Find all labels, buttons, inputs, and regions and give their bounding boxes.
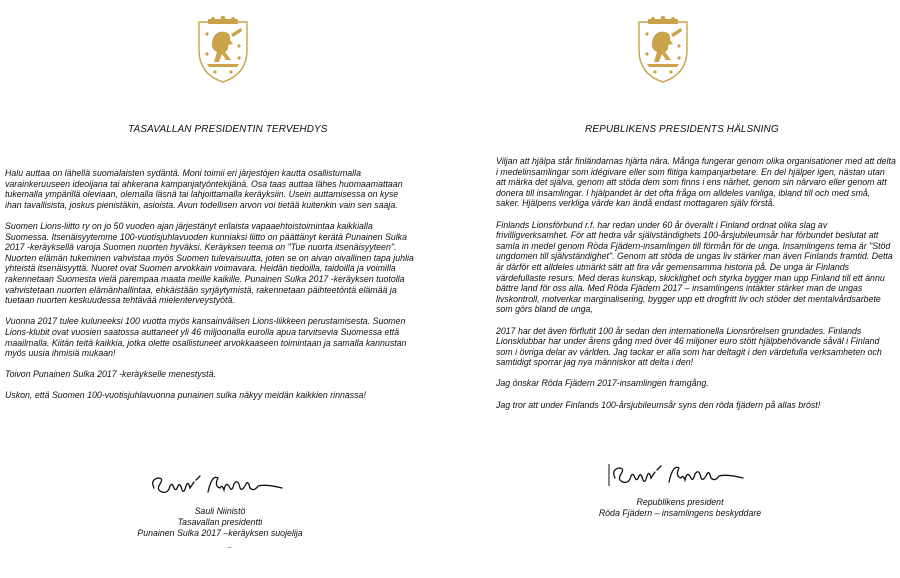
paragraph: Suomen Lions-liitto ry on jo 50 vuoden ajan järjestänyt erilaista vapaaehtoistoimintaa kaikkialla Suomessa. Itsenäisyytemme 100-vuotisjuhlavuoden kunniaksi liitto on päättänyt kerätä Punainen Sulka 2017 -keräyksellä varoja Suomen nuorten hyväksi. Keräyksen teema on "Tue nuorta itsenäisyyteen". Nuorten elämän tukeminen vahvistaa myös Suomen tulevaisuutta, joten se on aivan oivallinen tapa juhlia yhteistä itsenäisyyttä. Nuoret ovat Suomen arvokkain voimavara. Heidän tiedoilla, taidoilla ja voimilla rakennetaan Suomesta vielä parempaa maata meille kaikille. Punainen Sulka 2017 -keräyksen tuotolla vahvistetaan nuorten elämänhallintaa, ehkäistään syrjäytymistä, rakennetaan päihteetöntä elämää ja tuetaan nuorten keskuudessa tehtävää mielenterveystyötä.	[5, 220, 414, 306]
signer-name: Sauli Niinistö	[194, 506, 246, 516]
signer-title: Republikens president	[636, 497, 724, 507]
signature-block	[100, 506, 340, 538]
page-mark: –	[228, 545, 232, 551]
paragraph: 2017 har det även förflutit 100 år sedan den internationella Lionsrörelsen grundades. Finlands Lionsklubbar har under årens gång med över 46 miljoner euro stött hjälpbehövande såväl i Finland som i övriga delar av världen. Jag tackar er alla som har deltagit i den värdefulla verksamheten och samtidigt sporrar jag nya människor att delta i den!	[496, 325, 882, 368]
paragraph: Jag önskar Röda Fjädern 2017-insamlingen framgång.	[496, 378, 709, 389]
page-title: REPUBLIKENS PRESIDENTS HÄLSNING	[585, 124, 779, 135]
paragraph: Finlands Lionsförbund r.f. har redan under 60 år överallt i Finland ordnat olika slag av frivilligverksamhet. För att hedra vår självständighets 100-årsjubileumsår har förbundet beslutat att samla in medel genom Röda Fjädern-insamlingen till förmån för de unga. Insamlingens tema är "Stöd ungdomen till självständighet". Genom att stöda de ungas liv stärker man även Finlands framtid. Detta är därför ett alldeles utmärkt sätt att fira vår gemensamma historia på. De unga är Finlands värdefullaste resurs. Med deras kunskap, skicklighet och styrka bygger man upp Finland till ett ännu bättre land för oss alla. Med Röda Fjädern 2017 – insamlingens intäkter stärker man de ungas livskontroll, motverkar marginalisering, bygger upp ett drogfritt liv och stöder det mentalvårdsarbete som görs bland de unga,	[496, 219, 893, 315]
signer-title: Tasavallan presidentti	[177, 516, 263, 527]
letter-body	[5, 168, 415, 401]
page-title: TASAVALLAN PRESIDENTIN TERVEHDYS	[128, 124, 328, 135]
paragraph: Toivon Punainen Sulka 2017 -keräykselle menestystä.	[5, 369, 216, 380]
signature-image	[607, 460, 747, 490]
paragraph: Jag tror att under Finlands 100-årsjubileumsår syns den röda fjädern på allas bröst!	[496, 399, 821, 410]
coat-of-arms-icon	[195, 16, 251, 86]
letter-page-swedish	[450, 0, 900, 578]
signature-image	[148, 470, 288, 500]
paragraph: Vuonna 2017 tulee kuluneeksi 100 vuotta myös kansainvälisen Lions-liikkeen perustamisesta. Suomen Lions-klubit ovat vuosien saatossa auttaneet yli 46 miljoonalla eurolla apua tarvitsevia Suomessa että maailmalla. Kiitän teitä kaikkia, jotka olette osallistuneet arvokkaaseen toimintaan ja samalla kannustan myös uusia ihmisiä mukaan!	[5, 316, 407, 359]
signer-role: Röda Fjädern – insamlingens beskyddare	[598, 507, 762, 518]
letter-body	[496, 156, 896, 410]
signature-block	[570, 497, 790, 519]
coat-of-arms-icon	[635, 16, 691, 86]
paragraph: Uskon, että Suomen 100-vuotisjuhlavuonna punainen sulka näkyy meidän kaikkien rinnassa!	[5, 390, 366, 401]
paragraph: Halu auttaa on lähellä suomalaisten sydäntä. Moni toimii eri järjestöjen kautta osallistumalla varainkeruuseen ideoijana tai ahkerana kampanjatyöntekijänä. Osa taas auttaa lähes huomaamattaan tukemalla ympärillä oleviaan, olemalla läsnä tai lahjoittamalla keräyksiin. Usein auttamisessa on kyse ihan tavallisista, joskus pienistäkin, asioista. Avun todellisen arvon voi tietää kuitenkin vain sen saaja.	[5, 168, 403, 210]
signer-role: Punainen Sulka 2017 –keräyksen suojelija	[137, 527, 303, 538]
paragraph: Viljan att hjälpa står finländarnas hjärta nära. Många fungerar genom olika organisationer med att delta i medelinsamlingar som idégivare eller som flitiga kampanjarbetare. En del hjälper igen, nästan utan att märka det själva, genom att stöda dem som finns i ens närhet, genom sin närvaro eller genom att donera till insamlingar. I hjälpandet är det ofta fråga om alldeles vanliga, ibland till och med små, saker. Hjälpens verkliga värde kan ändå endast mottagaren själv förstå.	[496, 156, 896, 209]
